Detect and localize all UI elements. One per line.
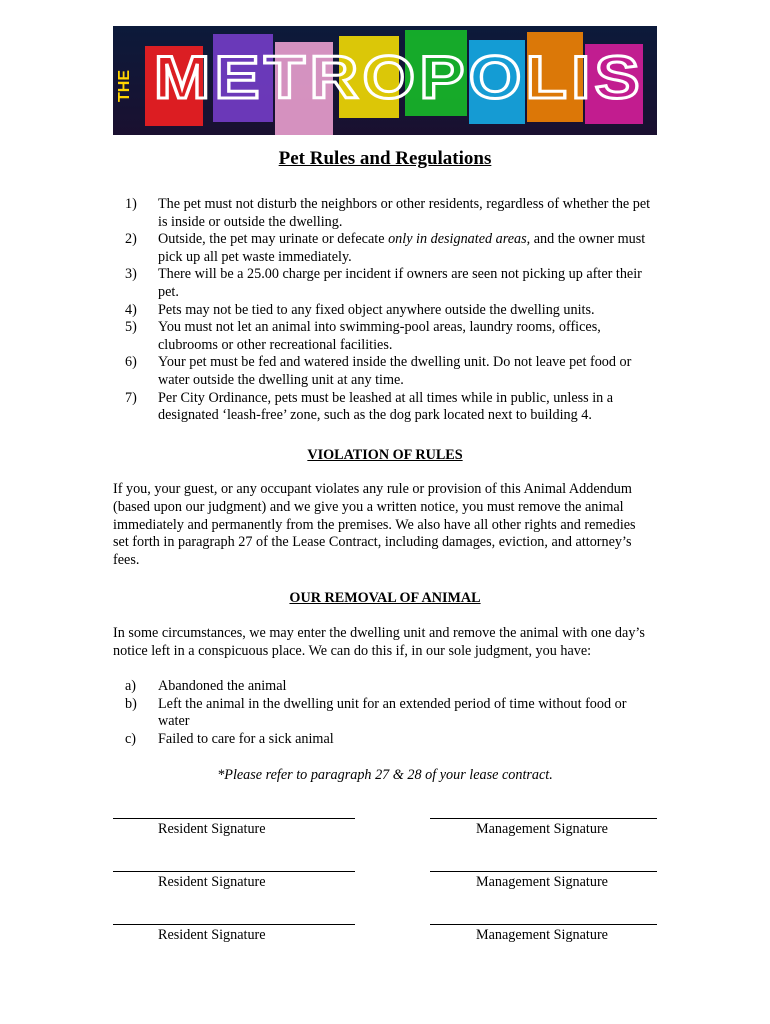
list-number: 1) [125, 196, 137, 212]
list-letter: c) [125, 730, 137, 747]
resident-signature-line[interactable] [113, 818, 355, 819]
list-number: 4) [125, 301, 137, 318]
reason-text: Failed to care for a sick animal [158, 730, 334, 747]
list-item [113, 319, 653, 354]
resident-signature-label: Resident Signature [158, 821, 266, 837]
rule-text: Outside, the pet may urinate or defecate [158, 231, 389, 248]
resident-signature-line[interactable] [113, 871, 355, 872]
list-item [113, 390, 653, 425]
list-item [113, 196, 653, 231]
resident-signature-label: Resident Signature [158, 927, 266, 943]
rule-text: Per City Ordinance, pets must be leashed at all times while in public, unless in a designated ‘leash-free’ zone, such as the dog park located next to building 4. [158, 389, 614, 424]
management-signature-line[interactable] [430, 818, 657, 819]
management-signature-label: Management Signature [476, 821, 608, 837]
rules-list [113, 196, 653, 425]
removal-heading: OUR REMOVAL OF ANIMAL [289, 590, 481, 606]
violation-paragraph: If you, your guest, or any occupant violates any rule or provision of this Animal Addendum (based upon our judgment) and we give you a written notice, you must remove the animal immediately and permanently from the premises. We also have all other rights and remedies set forth in paragraph 27 of the Lease Contract, including damages, eviction, and attorney’s fees. [113, 481, 636, 569]
list-number: 6) [125, 354, 137, 371]
rule-text: and the owner must pick up all pet waste immediately. [158, 231, 646, 265]
page-title: Pet Rules and Regulations [278, 148, 492, 169]
resident-signature-label: Resident Signature [158, 874, 266, 890]
rule-text: Your pet must be fed and watered inside the dwelling unit. Do not leave pet food or water outside the dwelling unit at any time. [158, 354, 632, 388]
reason-text: Abandoned the animal [158, 678, 287, 694]
list-letter: b) [125, 695, 137, 712]
list-item [113, 302, 653, 320]
list-item [113, 731, 653, 749]
list-item [113, 354, 653, 389]
rule-text: Pets may not be tied to any fixed object anywhere outside the dwelling units. [158, 301, 595, 318]
list-number: 5) [125, 319, 137, 336]
rule-text: There will be a 25.00 charge per incident if owners are seen not picking up after their pet. [158, 266, 642, 300]
lease-reference-note: *Please refer to paragraph 27 & 28 of your lease contract. [217, 767, 553, 783]
logo-prefix-text: THE [116, 70, 133, 102]
logo-graphic [113, 26, 657, 135]
list-number: 7) [125, 389, 137, 406]
management-signature-line[interactable] [430, 924, 657, 925]
rule-text: The pet must not disturb the neighbors or other residents, regardless of whether the pet is inside or outside the dwelling. [158, 196, 651, 230]
list-item [113, 696, 653, 731]
management-signature-line[interactable] [430, 871, 657, 872]
list-number: 2) [125, 231, 137, 248]
rule-text: You must not let an animal into swimming-pool areas, laundry rooms, offices, clubrooms or other recreational facilities. [158, 319, 601, 353]
logo-word-text: METROPOLIS [154, 44, 644, 111]
list-letter: a) [125, 678, 137, 694]
violation-heading: VIOLATION OF RULES [307, 447, 463, 463]
list-item [113, 266, 653, 301]
list-item [113, 678, 653, 696]
list-number: 3) [125, 266, 137, 283]
removal-reasons-list [113, 678, 653, 748]
management-signature-label: Management Signature [476, 874, 608, 890]
removal-paragraph: In some circumstances, we may enter the dwelling unit and remove the animal with one day’s notice left in a conspicuous place. We can do this if, in our sole judgment, you have: [113, 625, 645, 659]
rule-emphasis: only in designated areas, [388, 231, 531, 248]
list-item [113, 231, 653, 266]
metropolis-logo-banner [113, 26, 657, 135]
management-signature-label: Management Signature [476, 927, 608, 943]
reason-text: Left the animal in the dwelling unit for an extended period of time without food or water [158, 695, 627, 730]
resident-signature-line[interactable] [113, 924, 355, 925]
